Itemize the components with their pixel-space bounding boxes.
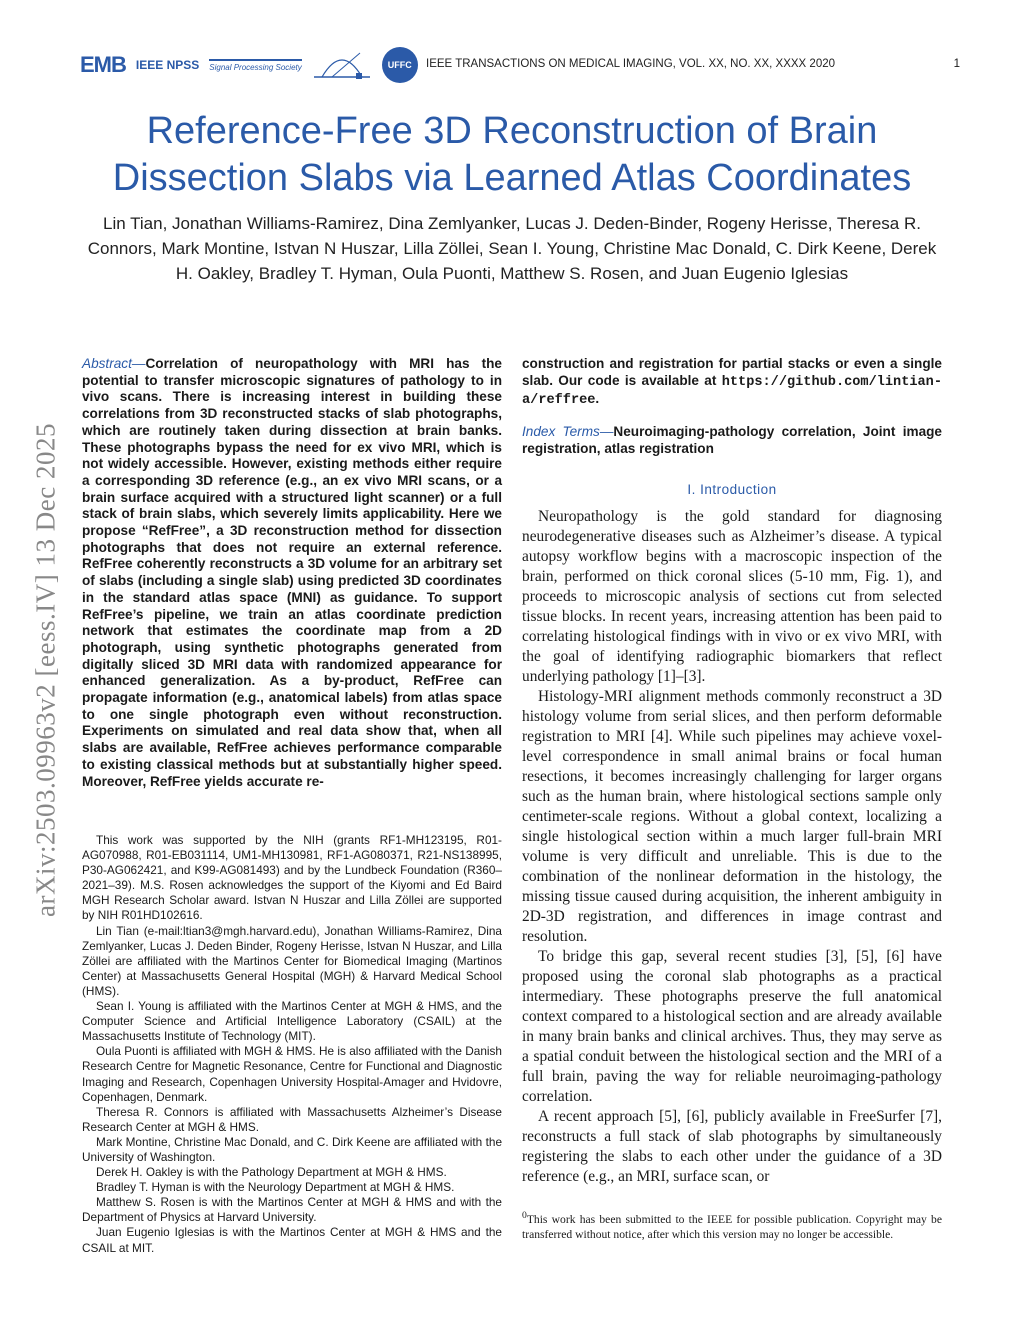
intro-paragraph: A recent approach [5], [6], publicly available in FreeSurfer [7], reconstructs a full stack of slab photographs by simultaneously registering the slabs to each other under the guidance of a 3D reference (e.g., an MRI, surface scan, or: [522, 1107, 942, 1185]
submission-footnote: [522, 1208, 942, 1242]
page-header: [80, 40, 960, 90]
index-terms: [522, 424, 942, 457]
uffc-logo: UFFC: [382, 47, 418, 83]
abstract-continuation: construction and registration for partial stacks or even a single slab. Our code is available at https://github.com/lintian-a/reffree.: [522, 356, 942, 409]
footnote: Theresa R. Connors is affiliated with Massachusetts Alzheimer’s Disease Research Center at MGH & HMS.: [82, 1104, 502, 1134]
footnote: Mark Montine, Christine Mac Donald, and C. Dirk Keene are affiliated with the University of Washington.: [82, 1134, 502, 1164]
footnote: Matthew S. Rosen is with the Martinos Center at MGH & HMS and with the Department of Physics at Harvard University.: [82, 1195, 502, 1225]
emb-logo: EMB: [80, 52, 126, 77]
footnote: Bradley T. Hyman is with the Neurology Department at MGH & HMS.: [96, 1180, 455, 1195]
footnote: Juan Eugenio Iglesias is with the Martinos Center at MGH & HMS and the CSAIL at MIT.: [82, 1225, 502, 1255]
abstract-text: Correlation of neuropathology with MRI has the potential to transfer microscopic signatures of pathology to in vivo scans. There is increasing interest in building these correlations from 3D reconstructed stacks of slab photographs, which are routinely taken during dissection at brain banks. These photographs bypass the need for ex vivo MRI, which is not widely accessible. However, existing methods either require a corresponding 3D reference (e.g., an ex vivo MRI scans, or a brain surface acquired with a structured light scanner) or a full stack of brain slabs, which severely limits applicability. Here we propose “RefFree”, a 3D reconstruction method for dissection photographs that does not require an external reference. RefFree coherently reconstructs a 3D volume for an arbitrary set of slabs (including a single slab) using predicted 3D coordinates in the standard atlas space (MNI) as guidance. To support RefFree’s pipeline, we train an atlas coordinate prediction network that estimates the coordinate map from a 2D photograph, using synthetic photographs generated from digitally sliced 3D MRI data with randomized appearance for enhanced generalization. As a by-product, RefFree can propagate information (e.g., anatomical labels) from atlas space to one single photograph even without reconstruction. Experiments on simulated and real data show that, when all slabs are available, RefFree achieves performance comparable to existing classical methods but at substantially higher speed. Moreover, RefFree yields accurate re-: [82, 356, 502, 789]
page-number: 1: [953, 58, 960, 70]
arxiv-stamp: [26, 360, 66, 980]
npss-logo: IEEE NPSS: [135, 57, 200, 72]
footnote: Lin Tian (e-mail:ltian3@mgh.harvard.edu), Jonathan Williams-Ramirez, Dina Zemlyanker, Lucas J. Deden Binder, Rogeny Herisse, Istvan N Huszar, and Lilla Zöllei are affiliated with the Martinos Center for Biomedical Imaging (Martinos Center) at Massachusetts General Hospital (MGH) & Harvard Medical School (HMS).: [82, 923, 502, 998]
affiliation-footnotes: [82, 833, 502, 1256]
arxiv-id: arXiv:2503.09963v2 [eess.IV] 13 Dec 2025: [30, 423, 61, 917]
footnote: Oula Puonti is affiliated with MGH & HMS. He is also affiliated with the Danish Research Centre for Magnetic Resonance, Centre for Functional and Diagnostic Imaging and Research, Copenhagen University Hospital-Amager and Hvidovre, Copenhagen, Denmark.: [82, 1044, 502, 1104]
index-terms-text: Neuroimaging-pathology correlation, Joint image registration, atlas registration: [522, 424, 942, 456]
author-list: Lin Tian, Jonathan Williams-Ramirez, Dina Zemlyanker, Lucas J. Deden-Binder, Rogeny Herisse, Theresa R. Connors, Mark Montine, Istvan N Huszar, Lilla Zöllei, Sean I. Young, Christine Mac Donald, C. Dirk Keene, Derek H. Oakley, Bradley T. Hyman, Oula Puonti, Matthew S. Rosen, and Juan Eugenio Iglesias: [87, 214, 937, 283]
abstract: [82, 356, 502, 790]
intro-paragraph: Histology-MRI alignment methods commonly reconstruct a 3D histology volume from serial slices, and then perform deformable registration to MRI [4]. While such pipelines may achieve voxel-level correspondence in small animal brains or focal human resections, it becomes increasingly challenging for larger organs such as the human brain, where histological sections sample only centimeter-scale regions. Without a global context, localizing a single histological section within a much larger full-brain MRI volume is very difficult and unreliable. This is due to the combination of the nonlinear deformation in the histology, the missing tissue caused during acquisition, the inherent ambiguity in 2D-3D registration, and differences in image contrast and resolution.: [522, 687, 942, 945]
code-link[interactable]: https://github.com/lintian-a/reffree: [522, 374, 942, 409]
abstract-label: Abstract—: [82, 356, 146, 371]
ieee-ties-logo: [312, 47, 372, 83]
intro-paragraph: Neuropathology is the gold standard for diagnosing neurodegenerative diseases such as Alzheimer’s disease. A typical autopsy workflow begins with a macroscopic inspection of the brain, performed on thick coronal slices (5-10 mm, Fig. 1), and proceeds to microscopic analysis of sections cut from selected tissue blocks. In recent years, increasing attention has been paid to correlating histological findings with in vivo or ex vivo MRI, with the goal of identifying radiographic biomarkers that reflect underlying pathology [1]–[3].: [522, 507, 942, 685]
footnote: Sean I. Young is affiliated with the Martinos Center at MGH & HMS, and the Computer Science and Artificial Intelligence Laboratory (CSAIL) at the Massachusetts Institute of Technology (MIT).: [82, 999, 502, 1044]
section-heading: I. Introduction: [687, 481, 777, 497]
footnote-mark: 0: [522, 1210, 527, 1221]
right-column: [522, 356, 942, 1187]
footnote: This work was supported by the NIH (grants RF1-MH123195, R01-AG070988, R01-EB031114, UM1-MH130981, RF1-AG080371, R21-NS138995, P30-AG062421, and K99-AG081493) and by the Lundbeck Foundation (R360–2021–39). M.S. Rosen acknowledges the support of the Kiyomi and Ed Baird MGH Research Scholar award. Istvan N Huszar and Lilla Zöllei are supported by NIH R01HD102616.: [82, 833, 502, 923]
sps-logo: Signal Processing Society: [209, 59, 302, 72]
index-terms-label: Index Terms—: [522, 424, 614, 440]
paper-title: Reference-Free 3D Reconstruction of Brain Dissection Slabs via Learned Atlas Coordinates: [112, 110, 912, 199]
footnote: Derek H. Oakley is with the Pathology Department at MGH & HMS.: [96, 1165, 447, 1180]
intro-paragraph: To bridge this gap, several recent studies [3], [5], [6] have proposed using the coronal slab photographs as a practical intermediary. These photographs preserve the full anatomical context compared to a histological section and are already available in many brain banks and clinical archives. Thus, they may serve as a spatial conduit between the histological section and the MRI of a full brain, paving the way for reliable neuroimaging-pathology correlation.: [522, 947, 942, 1105]
footnote-text: This work has been submitted to the IEEE for possible publication. Copyright may be transferred without notice, after which this version may no longer be accessible.: [522, 1212, 942, 1241]
journal-name: IEEE TRANSACTIONS ON MEDICAL IMAGING, VOL. XX, NO. XX, XXXX 2020: [426, 58, 836, 70]
society-logos: [80, 42, 418, 88]
